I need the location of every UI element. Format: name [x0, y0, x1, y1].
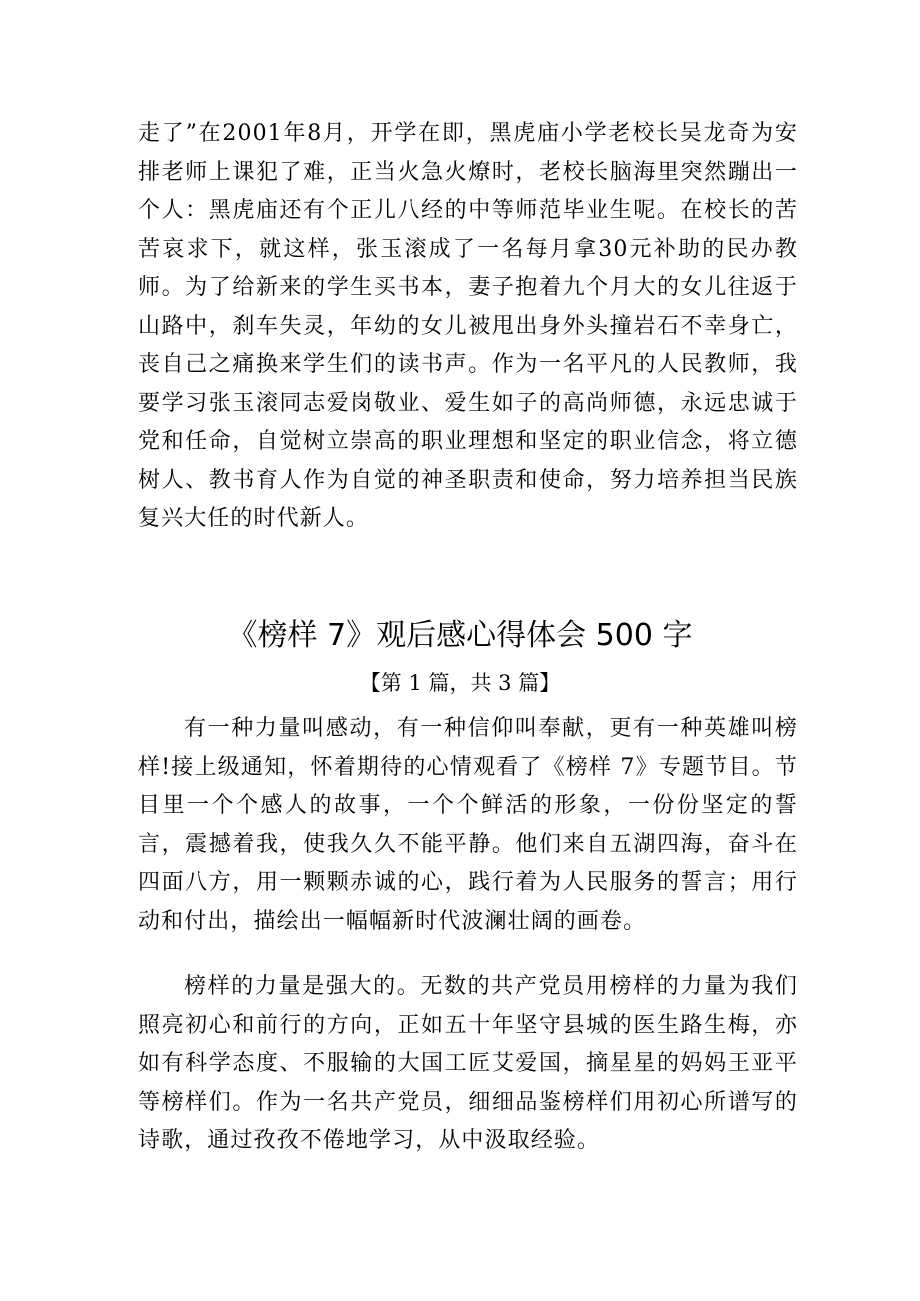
article-part-indicator: 【第 1 篇，共 3 篇】 — [359, 671, 561, 695]
article-title: 《榜样 7》观后感心得体会 500 字 — [227, 618, 693, 653]
body-paragraph-1: 有一种力量叫感动，有一种信仰叫奉献，更有一种英雄叫榜样!接上级通知，怀着期待的心情观看了《榜样 7》专题节目。节目里一个个感人的故事，一个个鲜活的形象，一份份坚定的誓言，震撼着我，使我久久不能平静。他们来自五湖四海，奋斗在四面八方，用一颗颗赤诚的心，践行着为人民服务的誓言；用行动和付出，描绘出一幅幅新时代波澜壮阔的画卷。 — [138, 716, 798, 934]
continued-paragraph: 走了”在2001年8月，开学在即，黑虎庙小学老校长吴龙奇为安排老师上课犯了难，正当火急火燎时，老校长脑海里突然蹦出一个人：黑虎庙还有个正儿八经的中等师范毕业生呢。在校长的苦苦哀求下，就这样，张玉滚成了一名每月拿30元补助的民办教师。为了给新来的学生买书本，妻子抱着九个月大的女儿往返于山路中，刹车失灵，年幼的女儿被甩出身外头撞岩石不幸身亡，丧自己之痛换来学生们的读书声。作为一名平凡的人民教师，我要学习张玉滚同志爱岗敬业、爱生如子的高尚师德，永远忠诚于党和任命，自觉树立崇高的职业理想和坚定的职业信念，将立德树人、教书育人作为自觉的神圣职责和使命，努力培养担当民族复兴大任的时代新人。 — [138, 121, 798, 531]
body-paragraph-2: 榜样的力量是强大的。无数的共产党员用榜样的力量为我们照亮初心和前行的方向，正如五十年坚守县城的医生路生梅，亦如有科学态度、不服输的大国工匠艾爱国，摘星星的妈妈王亚平等榜样们。作为一名共产党员，细细品鉴榜样们用初心所谱写的诗歌，通过孜孜不倦地学习，从中汲取经验。 — [138, 974, 798, 1153]
